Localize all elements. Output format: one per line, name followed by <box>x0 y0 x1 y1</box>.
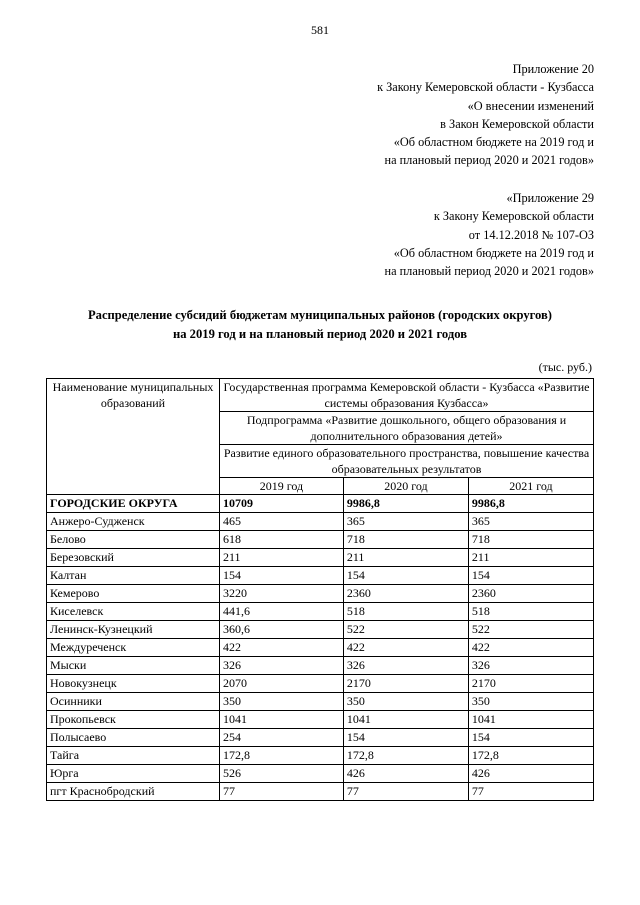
value-2021-cell: 211 <box>468 549 593 567</box>
value-2020-cell: 172,8 <box>343 747 468 765</box>
page-number: 581 <box>311 23 329 37</box>
year-header-2019: 2019 год <box>220 478 344 495</box>
municipality-name-cell: пгт Краснобродский <box>47 783 220 801</box>
appendix-current-reference <box>377 60 594 170</box>
table-row <box>47 747 594 765</box>
value-2019-cell: 618 <box>220 531 344 549</box>
appendix-line: «Об областном бюджете на 2019 год и <box>393 245 594 260</box>
value-2020-cell: 2360 <box>343 585 468 603</box>
value-2019-cell: 2070 <box>220 675 344 693</box>
table-row <box>47 729 594 747</box>
units-label: (тыс. руб.) <box>538 360 592 374</box>
value-2020-cell: 1041 <box>343 711 468 729</box>
document-title-line: Распределение субсидий бюджетам муниципальных районов (городских округов) <box>87 308 553 322</box>
municipality-name-cell: Осинники <box>47 693 220 711</box>
table-row <box>47 765 594 783</box>
appendix-line: на плановый период 2020 и 2021 годов» <box>384 153 594 168</box>
value-2020-cell: 350 <box>343 693 468 711</box>
value-2021-cell: 2170 <box>468 675 593 693</box>
value-2020-cell: 365 <box>343 513 468 531</box>
subprogram-header: Подпрограмма «Развитие дошкольного, общего образования и дополнительного образования детей» <box>220 412 594 445</box>
table-row <box>47 675 594 693</box>
value-2021-cell: 522 <box>468 621 593 639</box>
value-2021-cell: 172,8 <box>468 747 593 765</box>
appendix-line: к Закону Кемеровской области - Кузбасса <box>377 80 594 95</box>
municipality-name-cell: Мыски <box>47 657 220 675</box>
appendix-line: Приложение 20 <box>512 62 594 76</box>
value-2020-cell: 522 <box>343 621 468 639</box>
appendix-line: в Закон Кемеровской области <box>440 116 594 131</box>
value-2021-cell: 326 <box>468 657 593 675</box>
table-row <box>47 621 594 639</box>
appendix-line: «Приложение 29 <box>506 191 594 205</box>
value-2020-cell: 9986,8 <box>343 495 468 513</box>
value-2019-cell: 211 <box>220 549 344 567</box>
municipality-name-cell: Белово <box>47 531 220 549</box>
value-2021-cell: 77 <box>468 783 593 801</box>
value-2020-cell: 326 <box>343 657 468 675</box>
value-2019-cell: 254 <box>220 729 344 747</box>
table-row <box>47 639 594 657</box>
value-2019-cell: 3220 <box>220 585 344 603</box>
table-row <box>47 603 594 621</box>
value-2021-cell: 154 <box>468 567 593 585</box>
value-2020-cell: 422 <box>343 639 468 657</box>
value-2021-cell: 350 <box>468 693 593 711</box>
value-2019-cell: 1041 <box>220 711 344 729</box>
municipality-name-cell: Полысаево <box>47 729 220 747</box>
table-row <box>47 711 594 729</box>
municipality-name-cell: Березовский <box>47 549 220 567</box>
municipality-name-cell: Тайга <box>47 747 220 765</box>
value-2019-cell: 10709 <box>220 495 344 513</box>
value-2021-cell: 426 <box>468 765 593 783</box>
document-title-line: на 2019 год и на плановый период 2020 и 2021 годов <box>172 327 468 341</box>
table-row <box>47 549 594 567</box>
value-2021-cell: 518 <box>468 603 593 621</box>
municipality-name-cell: ГОРОДСКИЕ ОКРУГА <box>47 495 220 513</box>
document-title <box>40 306 600 344</box>
table-row-total <box>47 495 594 513</box>
value-2020-cell: 2170 <box>343 675 468 693</box>
value-2019-cell: 154 <box>220 567 344 585</box>
appendix-line: «О внесении изменений <box>467 98 594 113</box>
appendix-line: «Об областном бюджете на 2019 год и <box>393 135 594 150</box>
value-2019-cell: 350 <box>220 693 344 711</box>
table-row <box>47 693 594 711</box>
table-row <box>47 585 594 603</box>
value-2019-cell: 526 <box>220 765 344 783</box>
appendix-line: к Закону Кемеровской области <box>433 209 594 224</box>
value-2021-cell: 422 <box>468 639 593 657</box>
municipality-name-cell: Ленинск-Кузнецкий <box>47 621 220 639</box>
value-2019-cell: 77 <box>220 783 344 801</box>
municipality-name-cell: Калтан <box>47 567 220 585</box>
value-2021-cell: 365 <box>468 513 593 531</box>
appendix-line: на плановый период 2020 и 2021 годов» <box>384 264 594 279</box>
appendix-line: от 14.12.2018 № 107-ОЗ <box>468 227 594 242</box>
value-2020-cell: 211 <box>343 549 468 567</box>
municipality-name-cell: Анжеро-Судженск <box>47 513 220 531</box>
program-header: Государственная программа Кемеровской области - Кузбасса «Развитие системы образования Кузбасса» <box>220 379 594 412</box>
value-2019-cell: 360,6 <box>220 621 344 639</box>
value-2019-cell: 422 <box>220 639 344 657</box>
value-2020-cell: 77 <box>343 783 468 801</box>
municipality-name-cell: Новокузнецк <box>47 675 220 693</box>
municipality-name-cell: Юрга <box>47 765 220 783</box>
table-body <box>47 495 594 801</box>
value-2021-cell: 1041 <box>468 711 593 729</box>
municipality-name-cell: Прокопьевск <box>47 711 220 729</box>
subsidies-table <box>46 378 594 801</box>
value-2020-cell: 154 <box>343 729 468 747</box>
value-2020-cell: 426 <box>343 765 468 783</box>
value-2021-cell: 154 <box>468 729 593 747</box>
value-2021-cell: 2360 <box>468 585 593 603</box>
value-2020-cell: 154 <box>343 567 468 585</box>
value-2019-cell: 172,8 <box>220 747 344 765</box>
appendix-prior-reference <box>384 189 594 280</box>
value-2020-cell: 518 <box>343 603 468 621</box>
table-row <box>47 531 594 549</box>
value-2021-cell: 9986,8 <box>468 495 593 513</box>
table-row <box>47 513 594 531</box>
year-header-2021: 2021 год <box>468 478 593 495</box>
value-2019-cell: 465 <box>220 513 344 531</box>
measure-header: Развитие единого образовательного пространства, повышение качества образовательных результатов <box>220 445 594 478</box>
municipality-name-cell: Междуреченск <box>47 639 220 657</box>
municipality-column-header: Наименование муниципальных образований <box>47 379 220 495</box>
value-2019-cell: 441,6 <box>220 603 344 621</box>
municipality-name-cell: Кемерово <box>47 585 220 603</box>
value-2020-cell: 718 <box>343 531 468 549</box>
table-row <box>47 783 594 801</box>
value-2019-cell: 326 <box>220 657 344 675</box>
table-row <box>47 567 594 585</box>
table-row <box>47 657 594 675</box>
value-2021-cell: 718 <box>468 531 593 549</box>
municipality-name-cell: Киселевск <box>47 603 220 621</box>
year-header-2020: 2020 год <box>343 478 468 495</box>
